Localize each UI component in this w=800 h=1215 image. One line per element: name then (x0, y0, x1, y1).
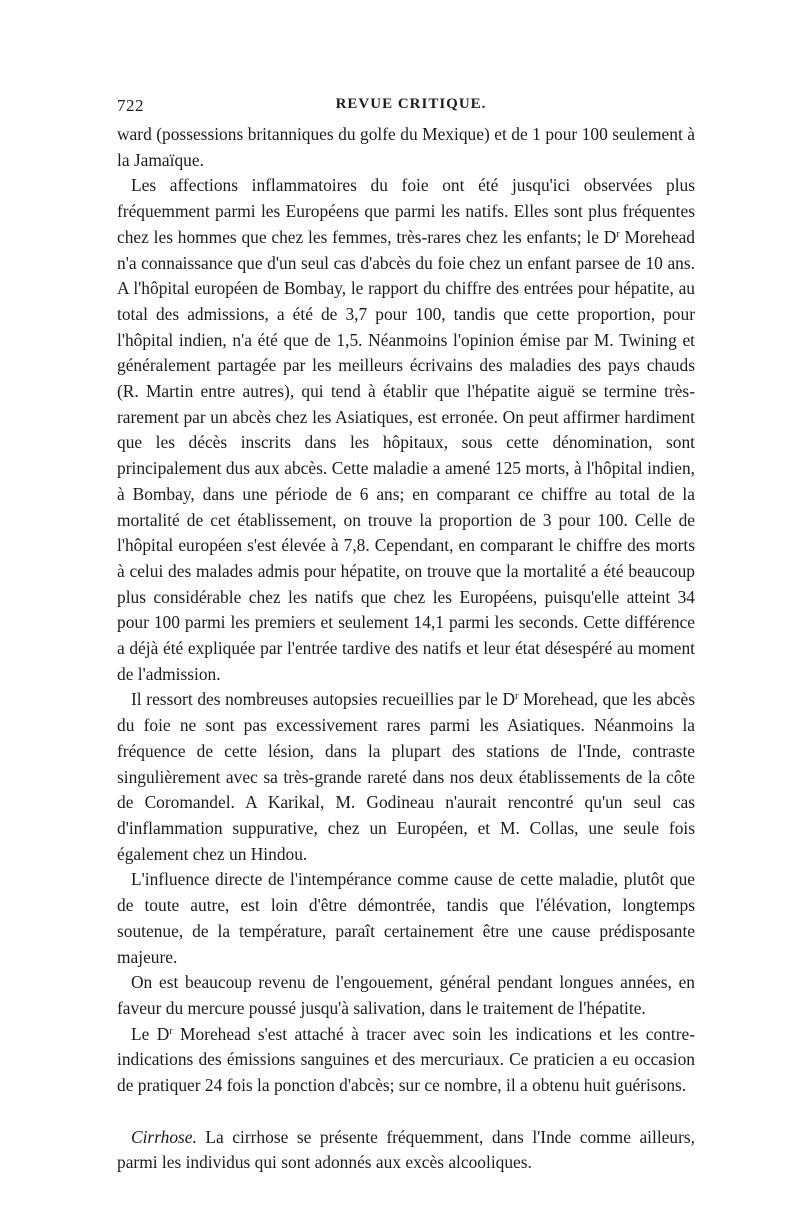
paragraph-cirrhosis (117, 1125, 695, 1176)
section-spacer (117, 1099, 695, 1125)
document-page (117, 96, 695, 1176)
paragraph-mercury: On est beaucoup revenu de l'engouement, général pendant longues années, en faveur du mercure poussé jusqu'à salivation, dans le traitement de l'hépatite. (117, 972, 695, 1018)
paragraph-text: Le D (131, 1023, 170, 1044)
paragraph-intemperance: L'influence directe de l'intempérance comme cause de cette maladie, plutôt que de toute autre, est loin d'être démontrée, tandis que l'élévation, longtemps soutenue, de la température, paraît certainement être une cause prédisposante majeure. (117, 869, 695, 967)
paragraph-treatment (117, 1022, 695, 1099)
paragraph-text: Morehead, que les abcès du foie ne sont pas excessivement rares parmi les Asiatiques. Néanmoins la fréquence de cette lésion, dans la plupart des stations de l'Inde, contraste singulièrement avec sa très-grande rareté dans nos deux établissements de la côte de Coromandel. A Karikal, M. Godineau n'aurait rencontré qu'un seul cas d'inflammation suppurative, chez un Européen, et M. Collas, une seule fois également chez un Hindou. (117, 689, 695, 864)
paragraph-text: Les affections inflammatoires du foie ont été jusqu'ici observées plus fréquemment parmi les Européens que parmi les natifs. Elles sont plus fréquentes chez les hommes que chez les femmes, très-rares chez les enfants; le D (117, 175, 695, 247)
paragraph-text: La cirrhose se présente fréquemment, dans l'Inde comme ailleurs, parmi les individus qui sont adonnés aux excès alcooliques. (117, 1126, 695, 1173)
running-header (117, 96, 695, 122)
superscript: r (616, 228, 620, 240)
article-body (117, 122, 695, 1176)
paragraph-autopsies (117, 687, 695, 867)
paragraph-text: Il ressort des nombreuses autopsies recueillies par le D (131, 689, 516, 710)
paragraph-liver-inflammation (117, 173, 695, 687)
paragraph-text: Morehead n'a connaissance que d'un seul cas d'abcès du foie chez un enfant parsee de 10 ans. A l'hôpital européen de Bombay, le rapport du chiffre des entrées pour hépatite, au total des admissions, a été de 3,7 pour 100, tandis que cette proportion, pour l'hôpital indien, n'a été que de 1,5. Néanmoins l'opinion émise par M. Twining et généralement partagée par les meilleurs écrivains des maladies des pays chauds (R. Martin entre autres), qui tend à établir que l'hépatite aiguë se termine très-rarement par un abcès chez les Asiatiques, est erronée. On peut affirmer hardiment que les décès inscrits dans les hôpitaux, sous cette dénomination, sont principalement dus aux abcès. Cette maladie a amené 125 morts, à l'hôpital indien, à Bombay, dans une période de 6 ans; en comparant ce chiffre au total de la mortalité de cet établissement, on trouve la proportion de 3 pour 100. Celle de l'hôpital européen s'est élevée à 7,8. Cependant, en comparant le chiffre des morts à celui des malades admis pour hépatite, on trouve que la mortalité a été beaucoup plus considérable chez les natifs que chez les Européens, puisqu'elle atteint 34 pour 100 parmi les premiers et seulement 14,1 parmi les seconds. Cette différence a déjà été expliquée par l'entrée tardive des natifs et leur état désespéré au moment de l'admission. (117, 226, 695, 684)
paragraph-continuation: ward (possessions britanniques du golfe du Mexique) et de 1 pour 100 seulement à la Jamaïque. (117, 124, 695, 170)
section-title: Cirrhose. (131, 1126, 197, 1147)
running-title: REVUE CRITIQUE. (335, 96, 487, 112)
superscript: r (515, 691, 519, 703)
superscript: r (169, 1025, 173, 1037)
page-number: 722 (117, 96, 144, 115)
paragraph-text: Morehead s'est attaché à tracer avec soin les indications et les contre-indications des émissions sanguines et des mercuriaux. Ce praticien a eu occasion de pratiquer 24 fois la ponction d'abcès; sur ce nombre, il a obtenu huit guérisons. (117, 1023, 695, 1096)
